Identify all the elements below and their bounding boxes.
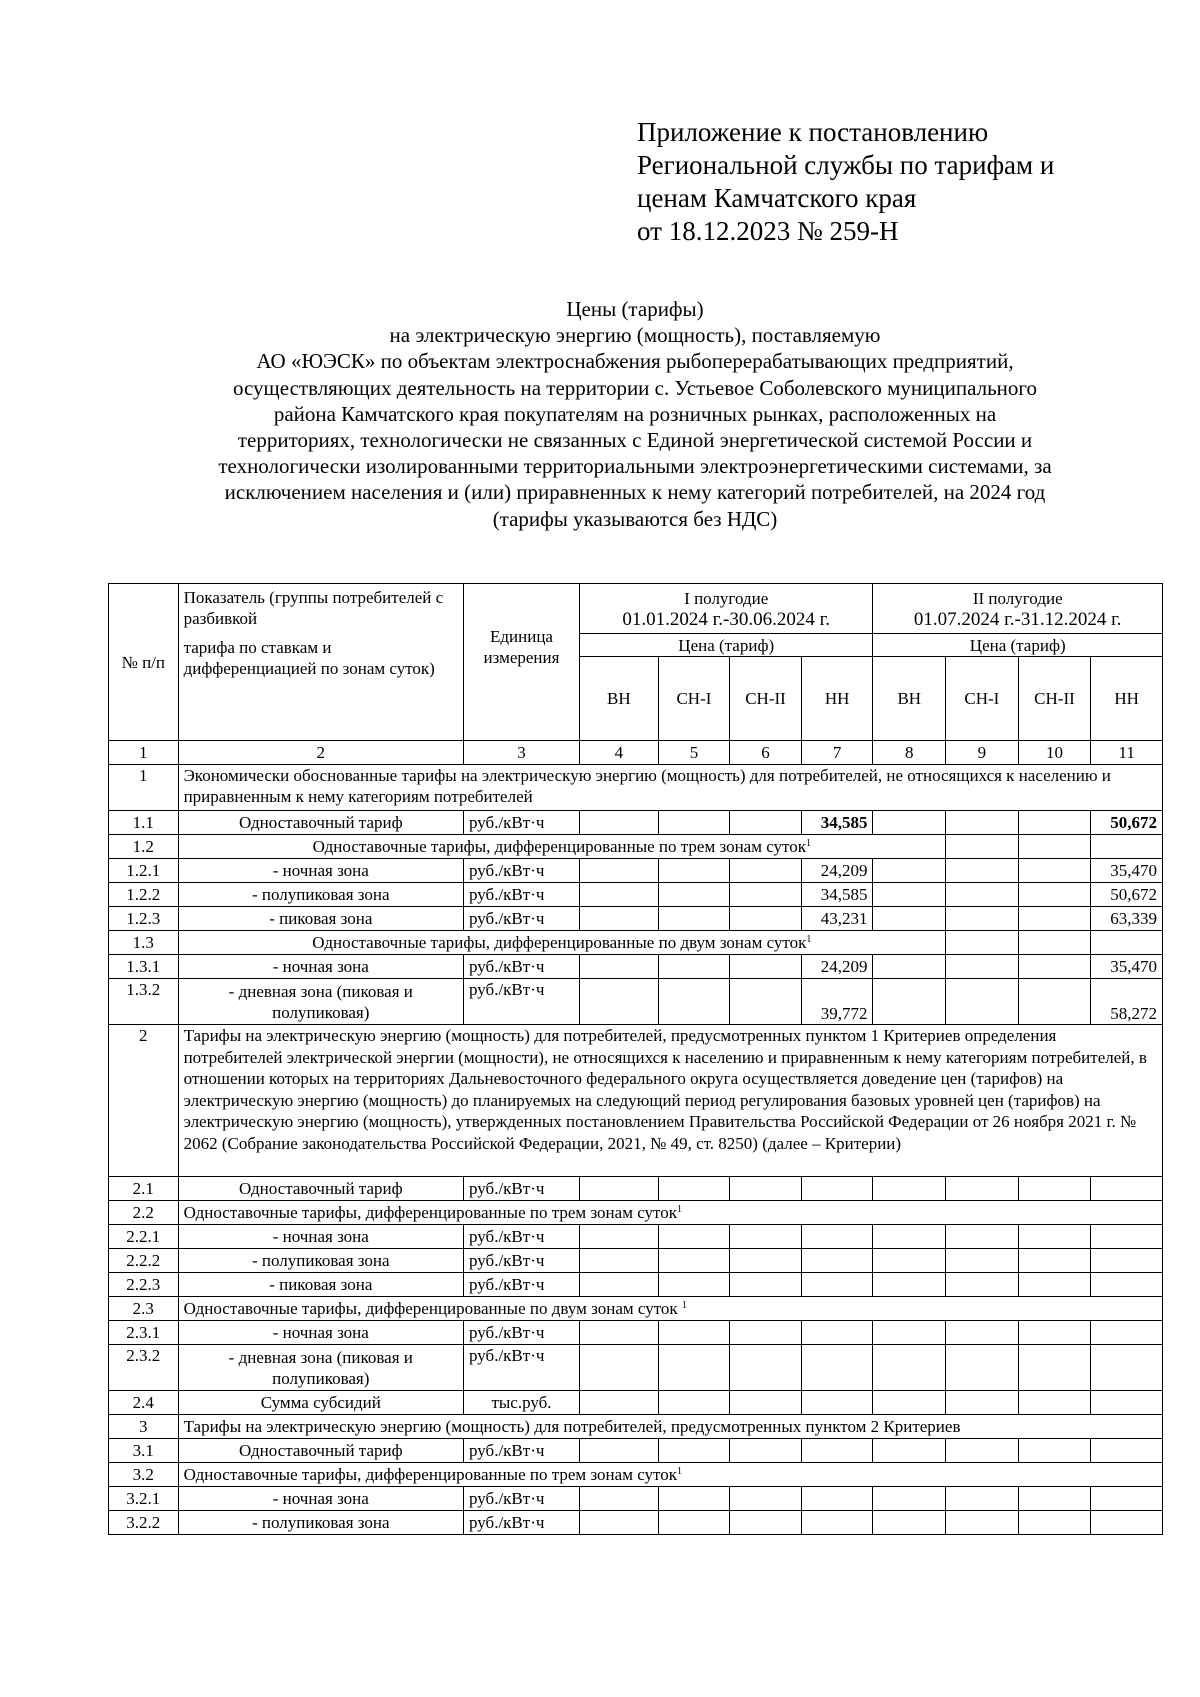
column-number: 6 bbox=[730, 741, 802, 765]
table-row bbox=[109, 811, 1163, 835]
appendix-line: от 18.12.2023 № 259-Н bbox=[637, 216, 899, 246]
header-level: СН-I bbox=[658, 657, 730, 741]
row-number: 1.2 bbox=[109, 835, 179, 859]
column-numbers-row bbox=[109, 741, 1163, 765]
row-number: 3.2 bbox=[109, 1463, 179, 1487]
appendix-line: ценам Камчатского края bbox=[637, 183, 917, 213]
row-unit: руб./кВт·ч bbox=[464, 1439, 580, 1463]
column-number: 2 bbox=[178, 741, 463, 765]
row-unit: руб./кВт·ч bbox=[464, 979, 580, 1025]
table-row bbox=[109, 1225, 1163, 1249]
column-number: 7 bbox=[801, 741, 873, 765]
row-number: 3.2.1 bbox=[109, 1487, 179, 1511]
row-number: 2.4 bbox=[109, 1391, 179, 1415]
title-line: территориях, технологически не связанных с Единой энергетической системой России и bbox=[237, 428, 1033, 453]
row-number: 2.2 bbox=[109, 1201, 179, 1225]
column-number: 5 bbox=[658, 741, 730, 765]
row-unit: руб./кВт·ч bbox=[464, 955, 580, 979]
section-text: Экономически обоснованные тарифы на электрическую энергию (мощность) для потребителей, не относящихся к населению и приравненным к нему категориям потребителей bbox=[178, 765, 1162, 811]
row-name: - дневная зона (пиковая и полупиковая) bbox=[178, 1345, 463, 1391]
table-row bbox=[109, 907, 1163, 931]
header-num: № п/п bbox=[109, 584, 179, 741]
header-level: ВН bbox=[873, 657, 946, 741]
row-unit: руб./кВт·ч bbox=[464, 1487, 580, 1511]
title-line: района Камчатского края покупателям на розничных рынках, расположенных на bbox=[273, 401, 997, 426]
row-unit: руб./кВт·ч bbox=[464, 907, 580, 931]
table-row bbox=[109, 883, 1163, 907]
subsection-row bbox=[109, 1297, 1163, 1321]
column-number: 3 bbox=[464, 741, 580, 765]
row-number: 3.1 bbox=[109, 1439, 179, 1463]
row-name: - дневная зона (пиковая и полупиковая) bbox=[178, 979, 463, 1025]
header-level: ВН bbox=[579, 657, 658, 741]
title-line: (тарифы указываются без НДС) bbox=[492, 506, 778, 531]
row-unit: тыс.руб. bbox=[464, 1391, 580, 1415]
row-unit: руб./кВт·ч bbox=[464, 1511, 580, 1535]
appendix-line: Приложение к постановлению bbox=[637, 117, 989, 147]
header-level: НН bbox=[1091, 657, 1163, 741]
row-name: - полупиковая зона bbox=[178, 1511, 463, 1535]
header-row bbox=[109, 584, 1163, 634]
footnote-mark: 1 bbox=[806, 838, 812, 849]
header-price-1: Цена (тариф) bbox=[579, 634, 872, 657]
row-name: Одноставочный тариф bbox=[178, 1439, 463, 1463]
row-unit: руб./кВт·ч bbox=[464, 811, 580, 835]
row-name: - ночная зона bbox=[178, 1321, 463, 1345]
value-h1-nn: 24,209 bbox=[801, 859, 873, 883]
footnote-mark: 1 bbox=[677, 1204, 682, 1215]
row-number: 2.3.1 bbox=[109, 1321, 179, 1345]
table-row bbox=[109, 1321, 1163, 1345]
row-number: 2.2.2 bbox=[109, 1249, 179, 1273]
header-level: СН-II bbox=[730, 657, 802, 741]
row-name: - ночная зона bbox=[178, 955, 463, 979]
title-line: технологически изолированными территориальными электроэнергетическими системами, за bbox=[218, 454, 1052, 479]
title-line: осуществляющих деятельность на территории с. Устьевое Соболевского муниципального bbox=[232, 375, 1038, 400]
row-number: 1.1 bbox=[109, 811, 179, 835]
row-name: - пиковая зона bbox=[178, 907, 463, 931]
header-level: СН-I bbox=[946, 657, 1019, 741]
row-number: 1.3.2 bbox=[109, 979, 179, 1025]
footnote-mark: 1 bbox=[677, 1466, 682, 1477]
table-row bbox=[109, 1391, 1163, 1415]
subsection-text: Одноставочные тарифы, дифференцированные по двум зонам суток$^1$ bbox=[178, 931, 945, 955]
appendix-block bbox=[637, 116, 1054, 248]
value-h1-nn: 24,209 bbox=[801, 955, 873, 979]
section-row bbox=[109, 1025, 1163, 1177]
appendix-line: Региональной службы по тарифам и bbox=[637, 150, 1055, 180]
section-row bbox=[109, 1415, 1163, 1439]
value-h2-nn: 50,672 bbox=[1091, 811, 1163, 835]
table-row bbox=[109, 1439, 1163, 1463]
header-level: СН-II bbox=[1018, 657, 1091, 741]
row-number: 1.3 bbox=[109, 931, 179, 955]
subsection-text: Одноставочные тарифы, дифференцированные по трем зонам суток$^1$ bbox=[178, 1463, 1162, 1487]
subsection-row bbox=[109, 931, 1163, 955]
table-row bbox=[109, 1345, 1163, 1391]
title-line: АО «ЮЭСК» по объектам электроснабжения рыбоперерабатывающих предприятий, bbox=[256, 349, 1014, 374]
table-row bbox=[109, 1511, 1163, 1535]
row-number: 2.1 bbox=[109, 1177, 179, 1201]
table-row bbox=[109, 979, 1163, 1025]
value-h1-nn: 43,231 bbox=[801, 907, 873, 931]
section-text: Тарифы на электрическую энергию (мощность) для потребителей, предусмотренных пунктом 2 Критериев bbox=[178, 1415, 1162, 1439]
title-line: Цены (тарифы) bbox=[566, 297, 704, 321]
table-row bbox=[109, 1177, 1163, 1201]
column-number: 1 bbox=[109, 741, 179, 765]
column-number: 4 bbox=[579, 741, 658, 765]
row-unit: руб./кВт·ч bbox=[464, 1273, 580, 1297]
header-half-1: I полугодие 01.01.2024 г.-30.06.2024 г. bbox=[579, 584, 872, 634]
subsection-row bbox=[109, 1201, 1163, 1225]
subsection-row bbox=[109, 1463, 1163, 1487]
row-name: - полупиковая зона bbox=[178, 1249, 463, 1273]
subsection-text: Одноставочные тарифы, дифференцированные по двум зонам суток $^1$ bbox=[178, 1297, 1162, 1321]
row-name: Одноставочный тариф bbox=[178, 811, 463, 835]
row-unit: руб./кВт·ч bbox=[464, 1345, 580, 1391]
row-number: 2.3 bbox=[109, 1297, 179, 1321]
row-number: 1.3.1 bbox=[109, 955, 179, 979]
row-name: - ночная зона bbox=[178, 859, 463, 883]
row-number: 3 bbox=[109, 1415, 179, 1439]
column-number: 11 bbox=[1091, 741, 1163, 765]
row-number: 2 bbox=[109, 1025, 179, 1177]
value-h1-nn: 34,585 bbox=[801, 883, 873, 907]
row-name: - ночная зона bbox=[178, 1225, 463, 1249]
row-number: 1.2.3 bbox=[109, 907, 179, 931]
subsection-text: Одноставочные тарифы, дифференцированные по трем зонам суток$^1$ bbox=[178, 1201, 1162, 1225]
value-h2-nn: 50,672 bbox=[1091, 883, 1163, 907]
row-unit: руб./кВт·ч bbox=[464, 1321, 580, 1345]
row-number: 2.2.1 bbox=[109, 1225, 179, 1249]
row-unit: руб./кВт·ч bbox=[464, 883, 580, 907]
header-level: НН bbox=[801, 657, 873, 741]
row-unit: руб./кВт·ч bbox=[464, 1225, 580, 1249]
row-name: Сумма субсидий bbox=[178, 1391, 463, 1415]
footnote-mark: 1 bbox=[806, 934, 812, 945]
value-h2-nn: 35,470 bbox=[1091, 859, 1163, 883]
title-line: исключением населения и (или) приравненных к нему категорий потребителей, на 2024 год bbox=[224, 480, 1046, 505]
value-h1-nn: 39,772 bbox=[801, 979, 873, 1025]
row-unit: руб./кВт·ч bbox=[464, 1177, 580, 1201]
subsection-row bbox=[109, 835, 1163, 859]
value-h1-nn: 34,585 bbox=[801, 811, 873, 835]
row-number: 2.3.2 bbox=[109, 1345, 179, 1391]
header-half-2: II полугодие 01.07.2024 г.-31.12.2024 г. bbox=[873, 584, 1163, 634]
value-h2-nn: 63,339 bbox=[1091, 907, 1163, 931]
footnote-mark: 1 bbox=[681, 1300, 687, 1311]
row-name: - полупиковая зона bbox=[178, 883, 463, 907]
value-h2-nn: 58,272 bbox=[1091, 979, 1163, 1025]
section-text: Тарифы на электрическую энергию (мощность) для потребителей, предусмотренных пунктом 1 Критериев определения потребителей электрической энергии (мощности), не относящихся к населению и приравненным к нему категориям потребителей, в отношении которых на территориях Дальневосточного федерального округа осуществляется доведение цен (тарифов) на электрическую энергию (мощность) до планируемых на следующий период регулирования базовых уровней цен (тарифов) на электрическую энергию (мощность), утвержденных постановлением Правительства Российской Федерации от 26 ноября 2021 г. № 2062 (Собрание законодательства Российской Федерации, 2021, № 49, ст. 8250) (далее – Критерии) bbox=[178, 1025, 1162, 1177]
row-number: 3.2.2 bbox=[109, 1511, 179, 1535]
row-name: Одноставочный тариф bbox=[178, 1177, 463, 1201]
value-h2-nn: 35,470 bbox=[1091, 955, 1163, 979]
table-row bbox=[109, 1487, 1163, 1511]
row-number: 1 bbox=[109, 765, 179, 811]
header-price-2: Цена (тариф) bbox=[873, 634, 1163, 657]
row-unit: руб./кВт·ч bbox=[464, 859, 580, 883]
column-number: 10 bbox=[1018, 741, 1091, 765]
row-unit: руб./кВт·ч bbox=[464, 1249, 580, 1273]
column-number: 8 bbox=[873, 741, 946, 765]
header-indicator: Показатель (группы потребителей с разбивкой тарифа по ставкам и дифференциацией по зонам суток) bbox=[178, 584, 463, 741]
table-row bbox=[109, 1273, 1163, 1297]
table-row bbox=[109, 955, 1163, 979]
row-name: - ночная зона bbox=[178, 1487, 463, 1511]
title-line: на электрическую энергию (мощность), поставляемую bbox=[389, 323, 881, 348]
table-row bbox=[109, 859, 1163, 883]
document-title bbox=[110, 296, 1160, 532]
row-number: 1.2.2 bbox=[109, 883, 179, 907]
row-number: 2.2.3 bbox=[109, 1273, 179, 1297]
header-unit: Единица измерения bbox=[464, 584, 580, 741]
column-number: 9 bbox=[946, 741, 1019, 765]
tariff-table bbox=[108, 583, 1163, 1535]
table-row bbox=[109, 1249, 1163, 1273]
row-number: 1.2.1 bbox=[109, 859, 179, 883]
section-row bbox=[109, 765, 1163, 811]
row-name: - пиковая зона bbox=[178, 1273, 463, 1297]
subsection-text: Одноставочные тарифы, дифференцированные по трем зонам суток$^1$ bbox=[178, 835, 945, 859]
